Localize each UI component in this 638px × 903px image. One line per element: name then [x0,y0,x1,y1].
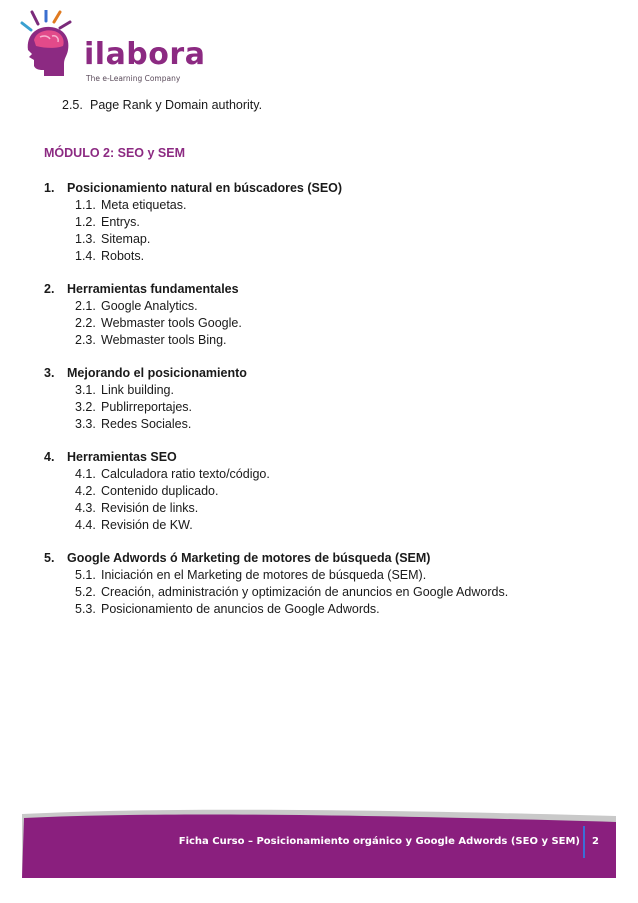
logo-wordmark: ilabora [84,37,206,72]
previous-list-item [62,98,262,112]
section-seo [44,180,604,265]
list-item [44,214,604,231]
item-label: Creación, administración y optimización de anuncios en Google Adwords. [101,585,509,599]
item-label: Meta etiquetas. [101,198,187,212]
section-title [44,180,604,197]
list-item [44,315,604,332]
item-number: 1.4. [75,249,96,263]
section-title-text: Google Adwords ó Marketing de motores de búsqueda (SEM) [67,551,431,565]
section-tools [44,281,604,349]
page-number: 2 [592,836,599,847]
section-number: 2. [44,282,55,296]
item-number: 3.2. [75,400,96,414]
list-item [44,399,604,416]
item-label: Revisión de KW. [101,518,193,532]
item-label: Posicionamiento de anuncios de Google Adwords. [101,602,380,616]
section-title [44,449,604,466]
footer-separator [583,826,585,858]
item-number: 2.5. [62,98,83,112]
list-item [44,584,604,601]
item-label: Webmaster tools Bing. [101,333,227,347]
item-label: Sitemap. [101,232,151,246]
list-item [44,466,604,483]
section-improving [44,365,604,433]
list-item [44,332,604,349]
item-number: 2.2. [75,316,96,330]
list-item [44,382,604,399]
head-brain-icon [18,10,84,88]
item-label: Publirreportajes. [101,400,193,414]
list-item [44,500,604,517]
item-number: 4.2. [75,484,96,498]
item-label: Redes Sociales. [101,417,192,431]
list-item [44,483,604,500]
item-number: 1.1. [75,198,96,212]
section-title [44,281,604,298]
item-label: Google Analytics. [101,299,198,313]
item-label: Iniciación en el Marketing de motores de búsqueda (SEM). [101,568,427,582]
item-number: 2.3. [75,333,96,347]
item-number: 4.4. [75,518,96,532]
item-number: 3.1. [75,383,96,397]
section-title-text: Mejorando el posicionamiento [67,366,247,380]
item-number: 5.2. [75,585,96,599]
section-title-text: Herramientas fundamentales [67,282,239,296]
list-item [44,517,604,534]
list-item [44,416,604,433]
item-label: Contenido duplicado. [101,484,219,498]
item-label: Robots. [101,249,145,263]
section-seo-tools [44,449,604,534]
ilabora-logo [18,10,206,90]
item-number: 2.1. [75,299,96,313]
item-label: Link building. [101,383,174,397]
section-number: 1. [44,181,55,195]
item-number: 4.3. [75,501,96,515]
list-item [44,567,604,584]
list-item [44,601,604,618]
module-title: MÓDULO 2: SEO y SEM [44,146,185,160]
item-number: 1.3. [75,232,96,246]
item-number: 3.3. [75,417,96,431]
item-label: Webmaster tools Google. [101,316,242,330]
item-number: 4.1. [75,467,96,481]
section-number: 4. [44,450,55,464]
section-title [44,365,604,382]
section-sem [44,550,604,618]
item-label: Page Rank y Domain authority. [90,98,263,112]
list-item [44,248,604,265]
logo-tagline: The e-Learning Company [86,74,181,83]
item-label: Calculadora ratio texto/código. [101,467,270,481]
syllabus-list [44,180,604,634]
section-number: 3. [44,366,55,380]
item-label: Entrys. [101,215,140,229]
section-title-text: Herramientas SEO [67,450,177,464]
item-number: 5.1. [75,568,96,582]
footer-course-title: Ficha Curso – Posicionamiento orgánico y Google Adwords (SEO y SEM) [178,836,580,847]
item-number: 5.3. [75,602,96,616]
section-title [44,550,604,567]
section-title-text: Posicionamiento natural en búscadores (SEO) [67,181,343,195]
section-number: 5. [44,551,55,565]
item-label: Revisión de links. [101,501,199,515]
item-number: 1.2. [75,215,96,229]
list-item [44,197,604,214]
list-item [44,231,604,248]
list-item [44,298,604,315]
